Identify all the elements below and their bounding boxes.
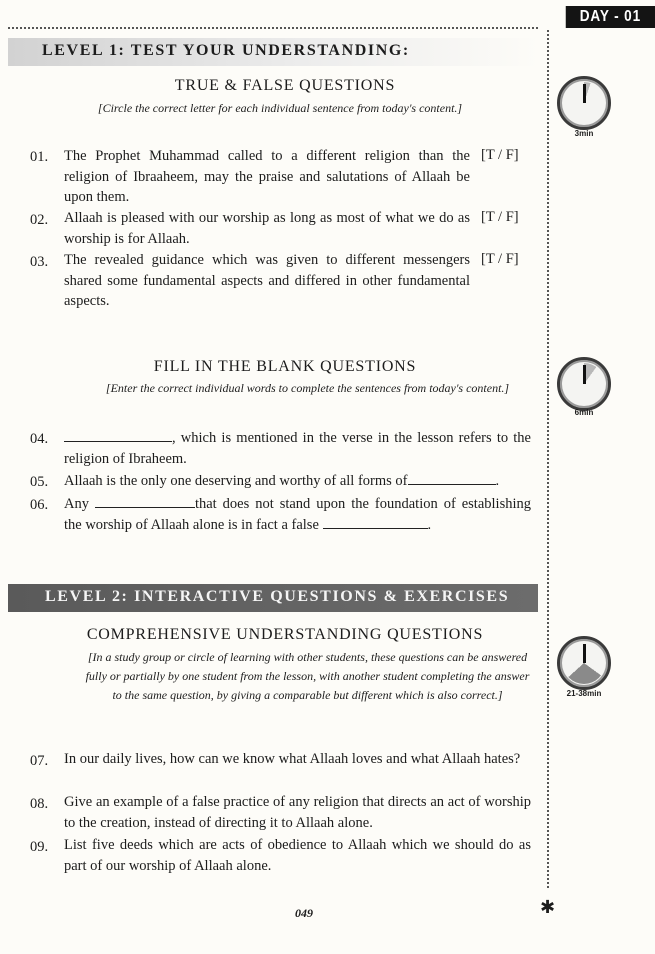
question-text: Give an example of a false practice of any religion that directs an act of worship to the creation, instead of directing it to Allaah alone. [64,794,531,831]
question-text: The revealed guidance which was given to different messengers shared some fundamental aspects and differed in other fundamental aspects. [64,252,470,309]
question-number: 05. [30,474,49,490]
level1-title: LEVEL 1: TEST YOUR UNDERSTANDING: [42,42,410,59]
question-number: 07. [30,753,49,769]
clock-icon [557,76,611,130]
fib-heading: FILL IN THE BLANK QUESTIONS [153,358,417,375]
day-tab [566,6,655,28]
question-text [64,471,531,492]
comp-time-label: 21-38min [566,689,602,698]
question-number: 02. [30,212,49,228]
question-number: 03. [30,254,49,270]
question-number: 06. [30,497,49,513]
tf-answer[interactable]: [T / F] [481,251,519,267]
fib-instruction: [Enter the correct individual words to complete the sentences from today's content.] [105,381,510,395]
question-text-part: . [427,516,432,533]
level2-title: LEVEL 2: INTERACTIVE QUESTIONS & EXERCISES [45,588,510,605]
question-text [64,428,531,469]
day-tab-label: DAY - 01 [579,8,641,25]
clock-icon [557,636,611,690]
tf-instruction: [Circle the correct letter for each individual sentence from today's content.] [97,101,463,115]
answer-blank[interactable] [64,428,172,442]
question-text-part: Any [64,496,89,512]
question-text-part: , which is mentioned in the verse in the lesson refers to the religion of Ibraheem. [64,430,531,467]
question-text: In our daily lives, how can we know what Allaah loves and what Allaah hates? [64,751,521,767]
answer-blank[interactable] [95,494,195,508]
end-mark-icon: ✱ [540,897,556,918]
question-text-part: Allaah is the only one deserving and worthy of all forms of [64,473,408,489]
answer-blank[interactable] [408,471,496,485]
question-text-part: . [495,473,500,489]
margin-dotted-rule [547,30,549,888]
question-number: 01. [30,149,49,165]
tf-answer[interactable]: [T / F] [481,209,519,225]
question-text: Allaah is pleased with our worship as long as most of what we do as worship is for Allaah. [64,210,470,247]
question-text-part: that does not stand upon the foundation of establishing the worship of Allaah alone is in fact a false [64,496,532,533]
fib-time-label: 6min [574,408,594,417]
comp-instruction: [In a study group or circle of learning with other students, these questions can be answered fully or partially by one student from the lesson, with another student completing the answer to the same question, by giving a comparable but different which is also correct.] [85,650,530,702]
answer-blank[interactable] [323,515,428,529]
level2-banner [8,584,538,612]
level1-banner [8,38,540,66]
comp-heading: COMPREHENSIVE UNDERSTANDING QUESTIONS [86,626,484,643]
question-text: List five deeds which are acts of obedience to Allaah which we should do as part of our worship of Allaah alone. [64,837,531,874]
clock-icon [557,357,611,411]
question-text: The Prophet Muhammad called to a different religion than the religion of Ibraaheem, may the praise and salutations of Allaah be upon them. [64,148,470,205]
tf-heading: TRUE & FALSE QUESTIONS [174,77,396,94]
tf-time-label: 3min [574,129,594,138]
top-dotted-rule [8,27,538,29]
question-number: 08. [30,796,49,812]
question-number: 04. [30,431,49,447]
question-number: 09. [30,839,49,855]
tf-answer[interactable]: [T / F] [481,147,519,163]
page-number: 049 [295,906,313,920]
question-text [64,494,531,535]
